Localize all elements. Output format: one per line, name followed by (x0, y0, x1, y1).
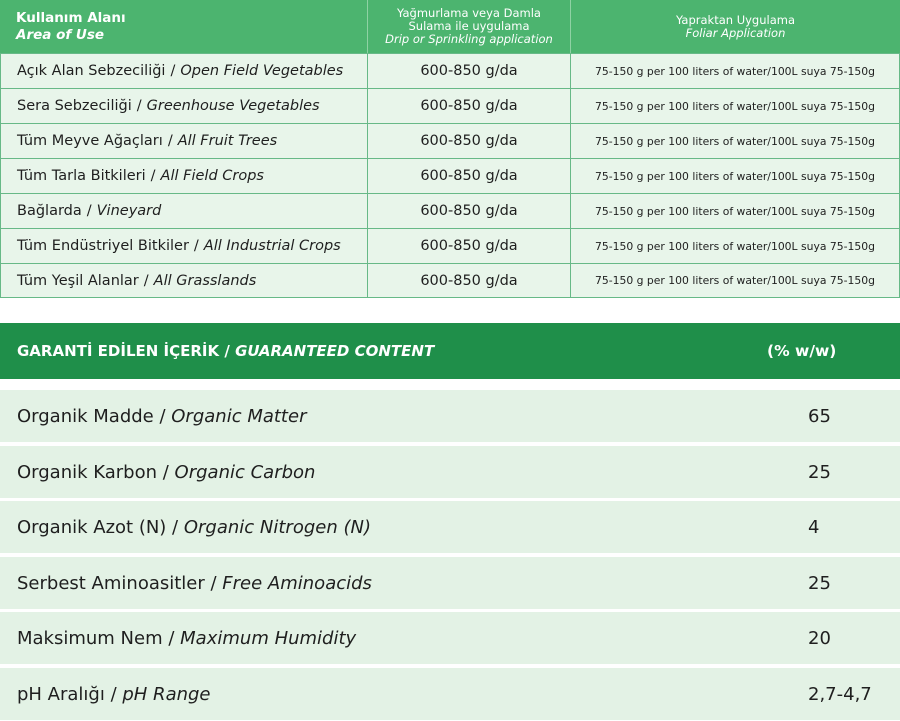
separator: / (136, 98, 142, 114)
area-cell (0, 124, 368, 158)
area-tr: Tüm Meyve Ağaçları (17, 133, 163, 149)
table-row (0, 228, 900, 263)
area-en: Vineyard (96, 203, 162, 219)
usage-table (0, 0, 900, 302)
guaranteed-title-tr: GARANTİ EDİLEN İÇERİK / (17, 342, 230, 360)
content-label: Organik Madde / Organic Matter (17, 405, 307, 427)
table-row (0, 263, 900, 298)
content-label-tr: Organik Karbon (17, 461, 158, 483)
drip-dose: 600-850 g/da (368, 159, 571, 193)
header-foliar-tr: Yapraktan Uygulama (675, 12, 796, 27)
table-row (0, 53, 900, 88)
area-cell (0, 89, 368, 123)
content-row (0, 668, 900, 720)
header-foliar-en: Foliar Application (685, 25, 786, 40)
area-tr: Sera Sebzeciliği (17, 98, 132, 114)
content-row (0, 612, 900, 664)
content-label-en: Organic Matter (171, 405, 307, 427)
header-drip-tr-1: Yağmurlama veya Damla (397, 6, 541, 20)
foliar-dose: 75-150 g per 100 liters of water/100L suya 75-150g (571, 89, 900, 123)
table-row (0, 193, 900, 228)
content-label: pH Aralığı / pH Range (17, 683, 211, 705)
table-row (0, 88, 900, 123)
content-value: 25 (808, 572, 831, 594)
usage-table-body (0, 53, 900, 298)
content-label-en: Organic Nitrogen (N) (183, 516, 371, 538)
area-cell (0, 159, 368, 193)
separator: / (170, 63, 176, 79)
content-label-tr: Serbest Aminoasitler (17, 572, 205, 594)
area-en: All Industrial Crops (203, 238, 341, 254)
foliar-dose: 75-150 g per 100 liters of water/100L suya 75-150g (571, 54, 900, 88)
content-label-en: Free Aminoacids (222, 572, 372, 594)
content-label: Organik Karbon / Organic Carbon (17, 461, 316, 483)
table-row (0, 123, 900, 158)
drip-dose: 600-850 g/da (368, 264, 571, 297)
content-label-en: Maximum Humidity (180, 627, 357, 649)
foliar-dose: 75-150 g per 100 liters of water/100L suya 75-150g (571, 264, 900, 297)
content-value: 4 (808, 516, 820, 538)
separator: / (150, 168, 156, 184)
drip-dose: 600-850 g/da (368, 54, 571, 88)
area-tr: Tüm Endüstriyel Bitkiler (17, 238, 189, 254)
content-value: 20 (808, 627, 831, 649)
guaranteed-content-header (0, 323, 900, 379)
content-label-tr: pH Aralığı (17, 683, 105, 705)
content-label-tr: Organik Azot (N) (17, 516, 167, 538)
area-en: All Field Crops (160, 168, 264, 184)
area-cell (0, 194, 368, 228)
drip-dose: 600-850 g/da (368, 124, 571, 158)
foliar-dose: 75-150 g per 100 liters of water/100L suya 75-150g (571, 124, 900, 158)
content-value: 2,7-4,7 (808, 683, 872, 705)
foliar-dose: 75-150 g per 100 liters of water/100L suya 75-150g (571, 194, 900, 228)
area-en: Open Field Vegetables (180, 63, 344, 79)
guaranteed-title (17, 342, 434, 360)
area-cell (0, 229, 368, 263)
header-drip-tr-2: Sulama ile uygulama (408, 19, 530, 33)
content-label-tr: Maksimum Nem (17, 627, 163, 649)
header-foliar (571, 0, 900, 53)
content-row (0, 446, 900, 498)
content-label: Serbest Aminoasitler / Free Aminoacids (17, 572, 372, 594)
area-tr: Tüm Tarla Bitkileri (17, 168, 146, 184)
content-label-tr: Organik Madde (17, 405, 154, 427)
area-cell (0, 264, 368, 297)
content-value: 25 (808, 461, 831, 483)
separator: / (86, 203, 92, 219)
content-row (0, 390, 900, 442)
drip-dose: 600-850 g/da (368, 194, 571, 228)
area-en: All Fruit Trees (177, 133, 278, 149)
content-row (0, 501, 900, 553)
separator: / (143, 272, 149, 289)
content-label-en: pH Range (122, 683, 211, 705)
guaranteed-title-en: GUARANTEED CONTENT (235, 342, 435, 360)
content-label-en: Organic Carbon (174, 461, 316, 483)
content-label: Organik Azot (N) / Organic Nitrogen (N) (17, 516, 371, 538)
header-area-en: Area of Use (16, 26, 105, 43)
header-area-tr: Kullanım Alanı (16, 9, 126, 26)
header-area-of-use (0, 0, 368, 53)
table-row (0, 158, 900, 193)
content-label: Maksimum Nem / Maximum Humidity (17, 627, 357, 649)
content-value: 65 (808, 405, 831, 427)
area-tr: Açık Alan Sebzeciliği (17, 63, 166, 79)
area-en: Greenhouse Vegetables (146, 98, 320, 114)
content-row (0, 557, 900, 609)
usage-table-header (0, 0, 900, 53)
area-tr: Tüm Yeşil Alanlar (17, 272, 139, 289)
area-en: All Grasslands (153, 272, 257, 289)
separator: / (167, 133, 173, 149)
unit-label: (% w/w) (767, 342, 837, 360)
foliar-dose: 75-150 g per 100 liters of water/100L suya 75-150g (571, 159, 900, 193)
foliar-dose: 75-150 g per 100 liters of water/100L suya 75-150g (571, 229, 900, 263)
header-drip (368, 0, 571, 53)
separator: / (193, 238, 199, 254)
drip-dose: 600-850 g/da (368, 229, 571, 263)
drip-dose: 600-850 g/da (368, 89, 571, 123)
area-tr: Bağlarda (17, 203, 82, 219)
header-drip-en: Drip or Sprinkling application (385, 32, 553, 46)
area-cell (0, 54, 368, 88)
